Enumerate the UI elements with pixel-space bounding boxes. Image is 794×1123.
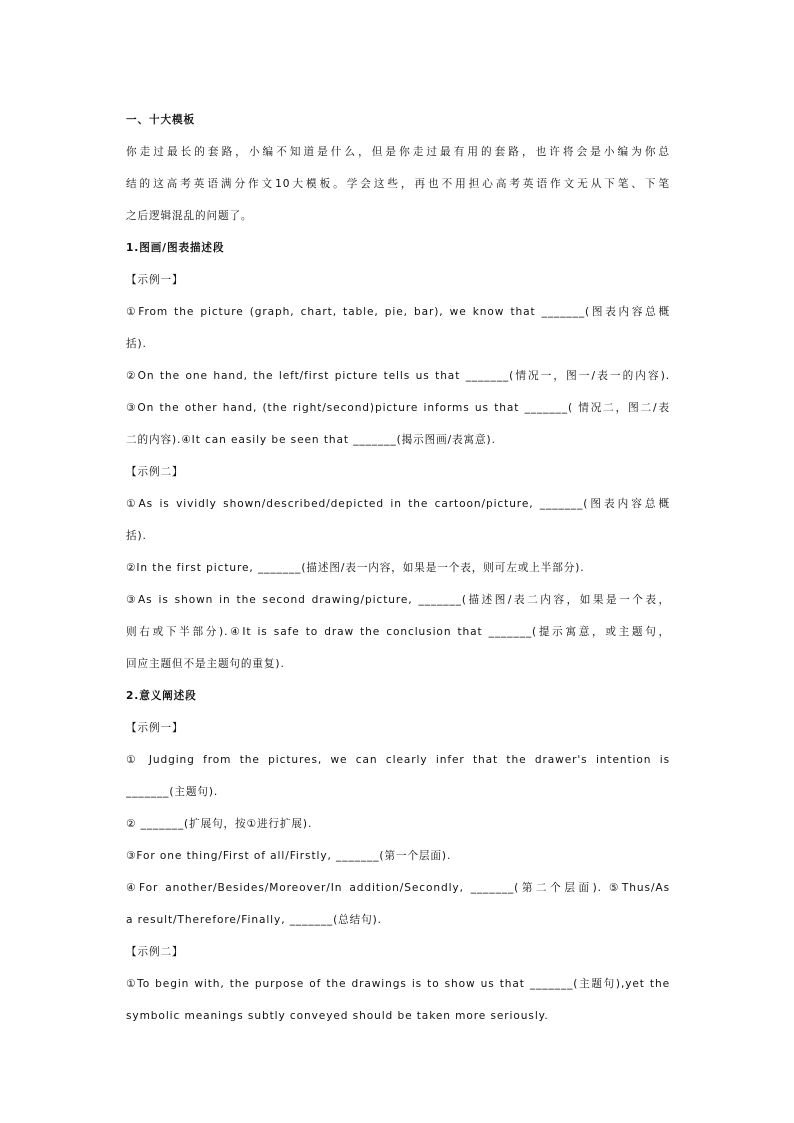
part1-example2-label: 【示例二】: [126, 466, 184, 478]
part2-example1-line-5: ④For another/Besides/Moreover/In addition/Secondly, _______(第二个层面). ⑤Thus/As: [126, 882, 670, 894]
part1-example1-line-5: 二的内容).④It can easily be seen that _______(揭示图画/表寓意).: [126, 434, 496, 446]
part2-example2-line-1: ①To begin with, the purpose of the drawings is to show us that _______(主题句),yet the: [126, 978, 670, 990]
part2-example2-line-2: symbolic meanings subtly conveyed should be taken more seriously.: [126, 1010, 549, 1022]
part2-example1-line-6: a result/Therefore/Finally, _______(总结句).: [126, 914, 382, 926]
part1-example1-line-3: ②On the one hand, the left/first picture tells us that _______(情况一，图一/表一的内容).: [126, 370, 670, 382]
part2-example1-line-2: _______(主题句).: [126, 786, 219, 798]
part1-example2-line-2: 括).: [126, 530, 147, 542]
part1-example2-line-6: 回应主题但不是主题句的重复).: [126, 658, 285, 670]
part1-example1-line-2: 括).: [126, 338, 147, 350]
intro-line-3: 之后逻辑混乱的问题了。: [126, 210, 253, 222]
part1-example1-line-4: ③On the other hand, (the right/second)picture informs us that _______( 情况二，图二/表: [126, 402, 670, 414]
section-title: 一、十大模板: [126, 114, 195, 126]
part1-example1-label: 【示例一】: [126, 274, 184, 286]
part2-example1-line-3: ② _______(扩展句，按①进行扩展).: [126, 818, 313, 830]
part1-example2-line-1: ①As is vividly shown/described/depicted in the cartoon/picture, _______(图表内容总概: [126, 498, 670, 510]
part1-example2-line-5: 则右或下半部分).④It is safe to draw the conclusion that _______(提示寓意，或主题句，: [126, 626, 670, 638]
part1-example1-line-1: ①From the picture (graph, chart, table, pie, bar), we know that _______(图表内容总概: [126, 306, 670, 318]
intro-line-2: 结的这高考英语满分作文10大模板。学会这些，再也不用担心高考英语作文无从下笔、下笔: [126, 178, 670, 190]
part1-heading: 1.图画/图表描述段: [126, 242, 225, 254]
intro-line-1: 你走过最长的套路，小编不知道是什么，但是你走过最有用的套路，也许将会是小编为你总: [126, 146, 670, 158]
part2-heading: 2.意义阐述段: [126, 690, 197, 702]
part1-example2-line-3: ②In the first picture, _______(描述图/表一内容，如果是一个表，则可左或上半部分).: [126, 562, 585, 574]
part1-example2-line-4: ③As is shown in the second drawing/picture, _______(描述图/表二内容，如果是一个表，: [126, 594, 670, 606]
part2-example2-label: 【示例二】: [126, 946, 184, 958]
part2-example1-line-4: ③For one thing/First of all/Firstly, _______(第一个层面).: [126, 850, 452, 862]
part2-example1-label: 【示例一】: [126, 722, 184, 734]
part2-example1-line-1: ① Judging from the pictures, we can clearly infer that the drawer's intention is: [126, 754, 670, 766]
